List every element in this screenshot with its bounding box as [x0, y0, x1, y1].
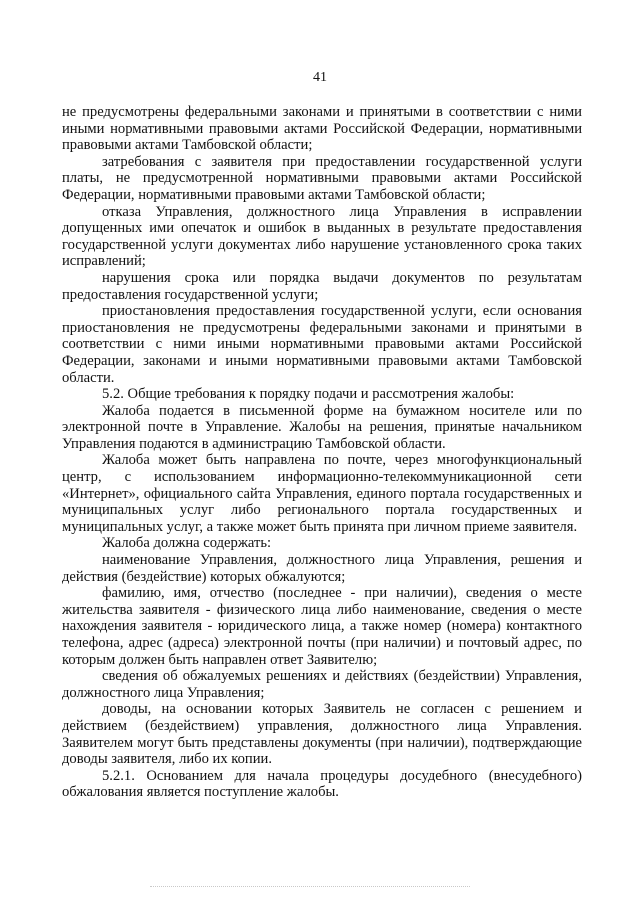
- paragraph-contents-decisions: сведения об обжалуемых решениях и действиях (бездействии) Управления, должностного лица Управления;: [62, 668, 582, 701]
- section-heading-5-2: 5.2. Общие требования к порядку подачи и рассмотрения жалобы:: [102, 386, 515, 403]
- document-body: [62, 104, 582, 801]
- paragraph-contents-authority: наименование Управления, должностного лица Управления, решения и действия (бездействие) которых обжалуются;: [62, 552, 582, 585]
- paragraph-correction-refusal: отказа Управления, должностного лица Управления в исправлении допущенных ими опечаток и ошибок в выданных в результате предоставления государственной услуги документах либо нарушение установленного срока таких исправлений;: [62, 203, 582, 270]
- paragraph-complaint-contents-intro: Жалоба должна содержать:: [102, 535, 272, 552]
- scan-artifact-line: [150, 886, 470, 887]
- paragraph-complaint-channels: Жалоба может быть направлена по почте, через многофункциональный центр, с использованием информационно-телекоммуникационной сети «Интернет», официального сайта Управления, единого портала государственных и муниципальных услуг либо регионального портала государственных и муниципальных услуг, а также может быть принята при личном приеме заявителя.: [62, 452, 582, 535]
- paragraph-issuance-delay: нарушения срока или порядка выдачи документов по результатам предоставления государственной услуги;: [62, 269, 582, 303]
- paragraph-legal-acts-continuation: не предусмотрены федеральными законами и принятыми в соответствии с ними иными нормативными правовыми актами Российской Федерации, нормативными правовыми актами Тамбовской области;: [62, 104, 582, 154]
- section-5-2-1: 5.2.1. Основанием для начала процедуры досудебного (внесудебного) обжалования является поступление жалобы.: [62, 767, 582, 801]
- paragraph-fee-demand: затребования с заявителя при предоставлении государственной услуги платы, не предусмотренной нормативными правовыми актами Российской Федерации, нормативными правовыми актами Тамбовской области;: [62, 153, 582, 203]
- paragraph-contents-applicant: фамилию, имя, отчество (последнее - при наличии), сведения о месте жительства заявителя - физического лица либо наименование, сведения о месте нахождения заявителя - юридического лица, а также номер (номера) контактного телефона, адрес (адреса) электронной почты (при наличии) и почтовый адрес, по которым должен быть направлен ответ Заявителю;: [62, 585, 582, 668]
- paragraph-contents-arguments: доводы, на основании которых Заявитель не согласен с решением и действием (бездействием) управления, должностного лица Управления. Заявителем могут быть представлены документы (при наличии), подтверждающие доводы заявителя, либо их копии.: [62, 701, 582, 768]
- paragraph-service-suspension: приостановления предоставления государственной услуги, если основания приостановления не предусмотрены федеральными законами и принятыми в соответствии с ними иными нормативными правовыми актами Российской Федерации, законами и иными нормативными правовыми актами Тамбовской области.: [62, 303, 582, 386]
- page-number: 41: [313, 70, 327, 85]
- paragraph-complaint-form: Жалоба подается в письменной форме на бумажном носителе или по электронной почте в Управление. Жалобы на решения, принятые начальником Управления подаются в администрацию Тамбовской области.: [62, 402, 582, 452]
